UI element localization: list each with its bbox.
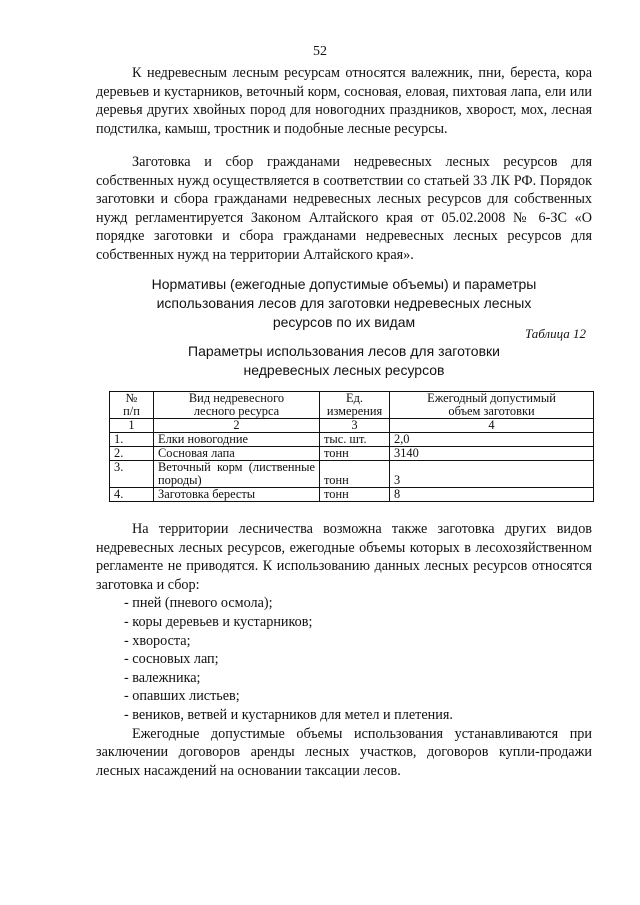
list-item: - валежника; — [124, 669, 201, 686]
list-item: - веников, ветвей и кустарников для метел и плетения. — [124, 706, 453, 723]
cell-unit: тонн — [320, 447, 390, 461]
table-caption: Таблица 12 — [524, 326, 586, 341]
header-text: Ежегодный допустимый — [427, 391, 556, 405]
cell-num: 4. — [110, 488, 154, 502]
cell-kind-line: Веточный корм (лиственные — [158, 460, 315, 474]
list-item: - пней (пневого осмола); — [124, 595, 273, 612]
resources-table — [109, 391, 594, 502]
cell-unit: тонн — [320, 461, 390, 488]
table-title-line: недревесных лесных ресурсов — [243, 362, 445, 378]
table-row — [110, 447, 594, 461]
section-heading — [96, 275, 592, 332]
paragraph-text: К недревесным лесным ресурсам относятся валежник, пни, береста, кора деревьев и кустарников, веточный корм, сосновая, еловая, пихтовая лапа, ели или деревья других хвойных пород для новогодних праздников, хворост, мох, лесная подстилка, камыш, тростник и подобные лесные ресурсы. — [96, 65, 592, 137]
column-number: 3 — [320, 419, 390, 433]
paragraph-nonwood-resources — [96, 64, 592, 138]
list-item: - хвороста; — [124, 632, 191, 649]
resource-list — [96, 594, 592, 724]
paragraph-harvest-law — [96, 153, 592, 265]
cell-num: 2. — [110, 447, 154, 461]
header-text: № — [125, 391, 138, 405]
paragraph-text: Ежегодные допустимые объемы использования устанавливаются при заключении договоров аренды лесных участков, договоров купли-продажи лесных насаждений на основании таксации лесов. — [96, 725, 592, 779]
cell-kind-line: породы) — [158, 473, 202, 487]
cell-kind: Заготовка бересты — [154, 488, 320, 502]
column-number-row — [110, 419, 594, 433]
table-header-row — [110, 392, 594, 419]
cell-volume: 8 — [390, 488, 594, 502]
header-text: объем заготовки — [448, 404, 535, 418]
section-heading-line: ресурсов по их видам — [272, 314, 416, 330]
paragraph-text: На территории лесничества возможна также заготовка других видов недревесных лесных ресурсов, ежегодные объемы которых в лесохозяйственном регламенте не приводятся. К использованию данных лесных ресурсов относятся заготовка и сбор: — [96, 521, 592, 593]
cell-volume: 3140 — [390, 447, 594, 461]
header-text: Ед. — [346, 391, 363, 405]
cell-unit: тыс. шт. — [320, 433, 390, 447]
column-number: 2 — [154, 419, 320, 433]
table-row — [110, 433, 594, 447]
section-heading-line: использования лесов для заготовки недревесных лесных — [156, 295, 532, 311]
list-item: - опавших листьев; — [124, 688, 240, 705]
cell-unit: тонн — [320, 488, 390, 502]
column-number: 1 — [110, 419, 154, 433]
cell-num: 1. — [110, 433, 154, 447]
section-heading-line: Нормативы (ежегодные допустимые объемы) и параметры — [151, 276, 537, 292]
header-text: п/п — [123, 404, 140, 418]
header-num — [110, 392, 154, 419]
table-row — [110, 461, 594, 488]
paragraph-text: Заготовка и сбор гражданами недревесных лесных ресурсов для собственных нужд осуществляется в соответствии со статьей 33 ЛК РФ. Порядок заготовки и сбора гражданами недревесных лесных ресурсов для собственных нужд регламентируется Законом Алтайского края от 05.02.2008 № 6-ЗС «О порядке заготовки и сбора гражданами недревесных лесных ресурсов для собственных нужд на территории Алтайского края». — [96, 154, 592, 263]
cell-kind: Елки новогодние — [154, 433, 320, 447]
list-item: - сосновых лап; — [124, 651, 219, 668]
header-text: лесного ресурса — [193, 404, 280, 418]
table-title-line: Параметры использования лесов для заготовки — [188, 343, 500, 359]
header-kind — [154, 392, 320, 419]
header-text: измерения — [326, 404, 383, 418]
cell-volume: 3 — [390, 461, 594, 488]
cell-kind: Сосновая лапа — [154, 447, 320, 461]
header-unit — [320, 392, 390, 419]
cell-kind — [154, 461, 320, 488]
list-item: - коры деревьев и кустарников; — [124, 613, 313, 630]
header-text: Вид недревесного — [188, 391, 285, 405]
table-row — [110, 488, 594, 502]
cell-volume: 2,0 — [390, 433, 594, 447]
other-resources-section — [96, 520, 592, 780]
column-number: 4 — [390, 419, 594, 433]
page-number: 52 — [313, 44, 327, 59]
table-title — [96, 342, 592, 380]
header-volume — [390, 392, 594, 419]
cell-num: 3. — [110, 461, 154, 488]
